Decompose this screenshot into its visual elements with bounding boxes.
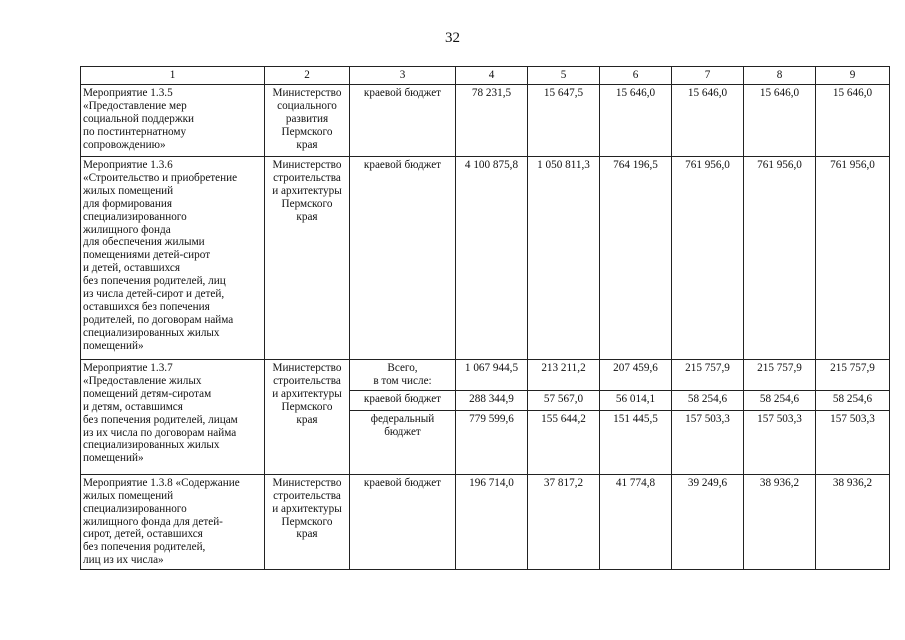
funding-source: [350, 474, 456, 569]
column-header-7: 7: [672, 67, 744, 85]
executor-line: Пермского: [281, 125, 333, 138]
column-header-8: 8: [744, 67, 816, 85]
amount-col-7: 157 503,3: [672, 410, 744, 474]
executor-line: Министерство: [272, 476, 342, 489]
executor-line: Пермского: [281, 197, 333, 210]
activity-line: для формирования: [83, 197, 172, 210]
executor-line: края: [296, 210, 318, 223]
amount-col-6: 207 459,6: [600, 360, 672, 391]
activity-line: жилищного фонда: [83, 223, 171, 236]
amount-col-5: 37 817,2: [528, 474, 600, 569]
amount-col-8: 157 503,3: [744, 410, 816, 474]
amount-col-7: 215 757,9: [672, 360, 744, 391]
activity-line: без попечения родителей, лицам: [83, 413, 238, 426]
amount-col-8: 761 956,0: [744, 157, 816, 360]
column-header-6: 6: [600, 67, 672, 85]
executor-line: социального: [277, 99, 337, 112]
column-header-1: 1: [81, 67, 265, 85]
executor-line: и архитектуры: [272, 184, 342, 197]
executor-name: [265, 474, 350, 569]
activity-line: «Предоставление мер: [83, 99, 187, 112]
funding-source-line: Всего,: [387, 362, 418, 374]
activity-line: без попечения родителей,: [83, 541, 206, 554]
amount-col-5: 15 647,5: [528, 85, 600, 157]
amount-col-8: 58 254,6: [744, 390, 816, 410]
budget-table: [80, 66, 890, 570]
funding-source-line: краевой бюджет: [363, 87, 442, 99]
executor-line: Министерство: [272, 87, 342, 99]
activity-line: для обеспечения жилыми: [83, 236, 205, 249]
activity-line: по постинтернатному: [83, 125, 187, 138]
activity-line: «Предоставление жилых: [83, 374, 202, 387]
amount-col-4: 779 599,6: [456, 410, 528, 474]
executor-line: Пермского: [281, 400, 333, 413]
executor-name: [265, 157, 350, 360]
amount-col-7: 39 249,6: [672, 474, 744, 569]
header-row: [81, 67, 890, 85]
executor-line: края: [296, 138, 318, 151]
executor-line: и архитектуры: [272, 387, 342, 400]
amount-col-9: 215 757,9: [816, 360, 890, 391]
funding-source: [350, 85, 456, 157]
amount-col-4: 4 100 875,8: [456, 157, 528, 360]
funding-source-line: краевой бюджет: [363, 392, 442, 405]
amount-col-7: 761 956,0: [672, 157, 744, 360]
activity-line: и детей, оставшихся: [83, 262, 180, 275]
activity-line: помещениями детей-сирот: [83, 249, 211, 262]
activity-line: социальной поддержки: [83, 112, 195, 125]
funding-source-line: краевой бюджет: [363, 159, 442, 171]
amount-col-9: 761 956,0: [816, 157, 890, 360]
activity-line: помещений детям-сиротам: [83, 387, 212, 400]
activity-line: оставшихся без попечения: [83, 300, 210, 313]
amount-col-8: 15 646,0: [744, 85, 816, 157]
amount-col-5: 155 644,2: [528, 410, 600, 474]
column-header-5: 5: [528, 67, 600, 85]
amount-col-8: 215 757,9: [744, 360, 816, 391]
activity-name: [81, 474, 265, 569]
amount-col-6: 151 445,5: [600, 410, 672, 474]
activity-line: сирот, детей, оставшихся: [83, 528, 203, 541]
executor-line: Министерство: [272, 159, 342, 171]
amount-col-9: 58 254,6: [816, 390, 890, 410]
activity-line: родителей, по договорам найма: [83, 313, 234, 326]
table-row: [81, 360, 890, 391]
funding-source: [350, 390, 456, 410]
amount-col-4: 1 067 944,5: [456, 360, 528, 391]
executor-line: Министерство: [272, 362, 342, 374]
executor-name: [265, 360, 350, 475]
activity-name: [81, 157, 265, 360]
amount-col-5: 57 567,0: [528, 390, 600, 410]
activity-line: Мероприятие 1.3.5: [83, 87, 173, 99]
activity-line: жилищного фонда для детей-: [83, 515, 223, 528]
executor-line: и архитектуры: [272, 502, 342, 515]
amount-col-6: 56 014,1: [600, 390, 672, 410]
activity-line: Мероприятие 1.3.6: [83, 159, 173, 171]
activity-line: специализированного: [83, 210, 187, 223]
executor-line: края: [296, 528, 318, 541]
activity-line: Мероприятие 1.3.7: [83, 362, 173, 374]
page-number: 32: [445, 30, 460, 46]
amount-col-7: 15 646,0: [672, 85, 744, 157]
amount-col-6: 764 196,5: [600, 157, 672, 360]
executor-line: края: [296, 413, 318, 426]
amount-col-4: 78 231,5: [456, 85, 528, 157]
activity-line: и детям, оставшимся: [83, 400, 183, 413]
executor-name: [265, 85, 350, 157]
amount-col-4: 196 714,0: [456, 474, 528, 569]
column-header-9: 9: [816, 67, 890, 85]
activity-line: помещений»: [83, 452, 144, 465]
amount-col-5: 213 211,2: [528, 360, 600, 391]
amount-col-8: 38 936,2: [744, 474, 816, 569]
activity-line: лиц из их числа»: [83, 554, 164, 567]
activity-name: [81, 360, 265, 475]
activity-line: «Строительство и приобретение: [83, 171, 238, 184]
table-row: [81, 474, 890, 569]
funding-source: [350, 410, 456, 474]
column-header-2: 2: [265, 67, 350, 85]
executor-line: развития: [285, 112, 329, 125]
amount-col-6: 41 774,8: [600, 474, 672, 569]
funding-source: [350, 157, 456, 360]
activity-line: без попечения родителей, лиц: [83, 275, 226, 288]
funding-source-line: краевой бюджет: [363, 476, 442, 489]
amount-col-7: 58 254,6: [672, 390, 744, 410]
funding-source-line: в том числе:: [373, 374, 432, 387]
amount-col-9: 38 936,2: [816, 474, 890, 569]
funding-source: [350, 360, 456, 391]
activity-line: сопровождению»: [83, 138, 166, 151]
activity-line: из их числа по договорам найма: [83, 426, 237, 439]
column-header-4: 4: [456, 67, 528, 85]
funding-source-line: бюджет: [384, 425, 421, 438]
executor-line: строительства: [273, 171, 341, 184]
amount-col-6: 15 646,0: [600, 85, 672, 157]
executor-line: строительства: [273, 489, 341, 502]
activity-line: специализированных жилых: [83, 439, 220, 452]
activity-line: из числа детей-сирот и детей,: [83, 288, 225, 301]
activity-line: жилых помещений: [83, 489, 174, 502]
activity-name: [81, 85, 265, 157]
amount-col-9: 157 503,3: [816, 410, 890, 474]
table-row: [81, 157, 890, 360]
activity-line: Мероприятие 1.3.8 «Содержание: [83, 476, 240, 489]
executor-line: Пермского: [281, 515, 333, 528]
funding-source-line: федеральный: [370, 412, 435, 425]
activity-line: помещений»: [83, 339, 144, 352]
table-row: [81, 85, 890, 157]
amount-col-5: 1 050 811,3: [528, 157, 600, 360]
amount-col-9: 15 646,0: [816, 85, 890, 157]
activity-line: жилых помещений: [83, 184, 174, 197]
activity-line: специализированных жилых: [83, 326, 220, 339]
activity-line: специализированного: [83, 502, 187, 515]
executor-line: строительства: [273, 374, 341, 387]
column-header-3: 3: [350, 67, 456, 85]
amount-col-4: 288 344,9: [456, 390, 528, 410]
